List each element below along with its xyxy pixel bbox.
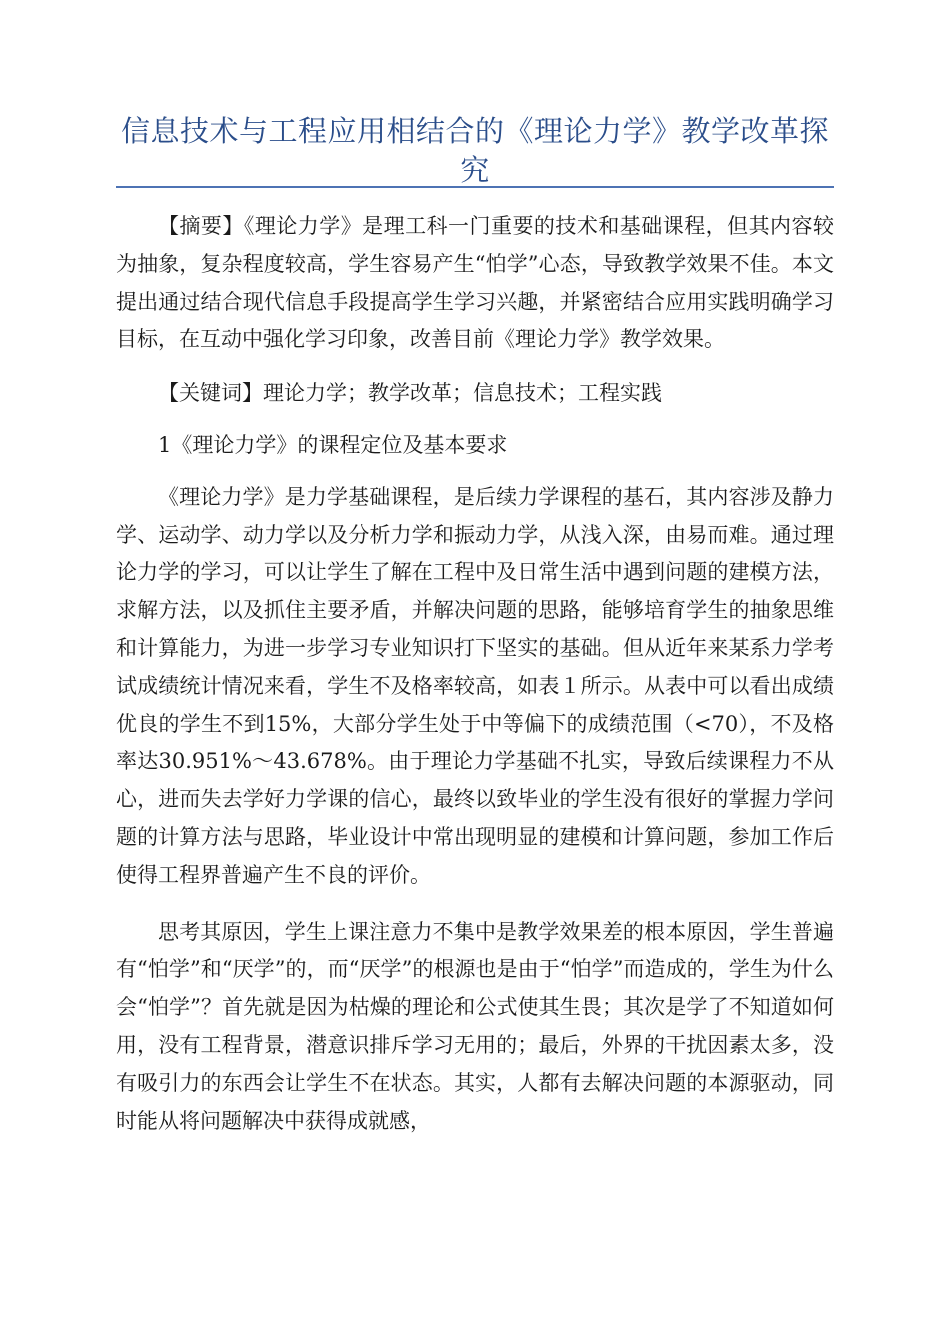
section-heading: 1《理论力学》的课程定位及基本要求 [158, 432, 508, 457]
title-underline [116, 186, 834, 188]
abstract-paragraph: 【摘要】《理论力学》是理工科一门重要的技术和基础课程，但其内容较为抽象，复杂程度较高，学生容易产生“怕学”心态，导致教学效果不佳。本文提出通过结合现代信息手段提高学生学习兴趣，并紧密结合应用实践明确学习目标，在互动中强化学习印象，改善目前《理论力学》教学效果。 [116, 214, 834, 352]
body-paragraph-1: 《理论力学》是力学基础课程，是后续力学课程的基石，其内容涉及静力学、运动学、动力学以及分析力学和振动力学，从浅入深，由易而难。通过理论力学的学习，可以让学生了解在工程中及日常生活中遇到问题的建模方法，求解方法，以及抓住主要矛盾，并解决问题的思路，能够培育学生的抽象思维和计算能力，为进一步学习专业知识打下坚实的基础。但从近年来某系力学考试成绩统计情况来看，学生不及格率较高，如表１所示。从表中可以看出成绩优良的学生不到15%，大部分学生处于中等偏下的成绩范围（<70），不及格率达30.951%～43.678%。由于理论力学基础不扎实，导致后续课程力不从心，进而失去学好力学课的信心，最终以致毕业的学生没有很好的掌握力学问题的计算方法与思路，毕业设计中常出现明显的建模和计算问题，参加工作后使得工程界普遍产生不良的评价。 [116, 484, 834, 887]
body-paragraph-2: 思考其原因，学生上课注意力不集中是教学效果差的根本原因，学生普遍有“怕学”和“厌学”的，而“厌学”的根源也是由于“怕学”而造成的，学生为什么会“怕学”？首先就是因为枯燥的理论和公式使其生畏；其次是学了不知道如何用，没有工程背景，潜意识排斥学习无用的；最后，外界的干扰因素太多，没有吸引力的东西会让学生不在状态。其实，人都有去解决问题的本源驱动，同时能从将问题解决中获得成就感， [116, 919, 834, 1133]
document-body [116, 208, 834, 1140]
title-block [116, 112, 834, 190]
document-title: 信息技术与工程应用相结合的《理论力学》教学改革探究 [120, 114, 829, 187]
keywords-paragraph: 【关键词】理论力学；教学改革；信息技术；工程实践 [158, 381, 662, 406]
